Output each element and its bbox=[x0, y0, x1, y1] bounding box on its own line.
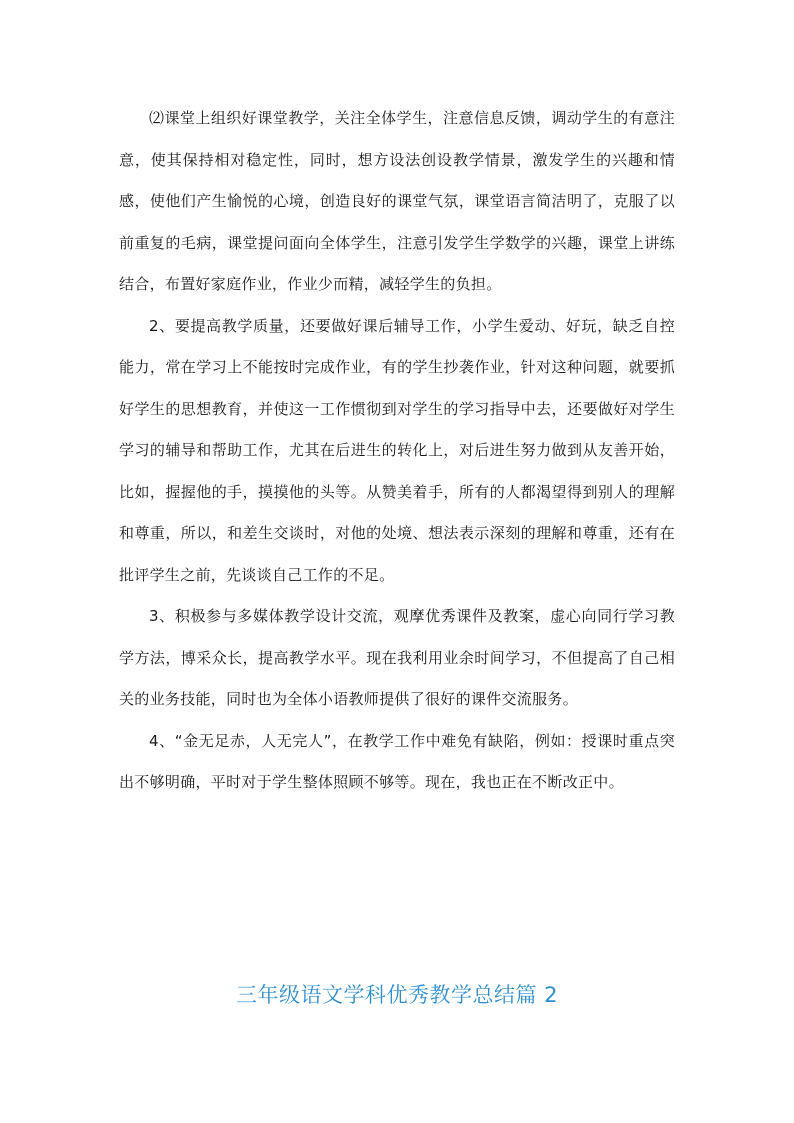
paragraph-multimedia-exchange: 3、积极参与多媒体教学设计交流，观摩优秀课件及教案，虚心向同行学习教学方法，博采众长，提高教学水平。现在我利用业余时间学习，不但提高了自己相关的业务技能，同时也为全体小语教师提供了很好的课件交流服务。 bbox=[119, 607, 675, 708]
section-heading: 三年级语文学科优秀教学总结篇 2 bbox=[235, 983, 559, 1007]
paragraph-shortcomings: 4、“金无足赤，人无完人”，在教学工作中难免有缺陷，例如：授课时重点突出不够明确，平时对于学生整体照顾不够等。现在，我也正在不断改正中。 bbox=[119, 731, 675, 791]
document-body bbox=[119, 98, 675, 804]
paragraph-after-class-tutoring: 2、要提高教学质量，还要做好课后辅导工作，小学生爱动、好玩，缺乏自控能力，常在学习上不能按时完成作业，有的学生抄袭作业，针对这种问题，就要抓好学生的思想教育，并使这一工作惯彻到对学生的学习指导中去，还要做好对学生学习的辅导和帮助工作，尤其在后进生的转化上，对后进生努力做到从友善开始，比如，握握他的手，摸摸他的头等。从赞美着手，所有的人都渴望得到别人的理解和尊重，所以，和差生交谈时，对他的处境、想法表示深刻的理解和尊重，还有在批评学生之前，先谈谈自己工作的不足。 bbox=[119, 316, 675, 584]
paragraph-classroom-teaching: ⑵课堂上组织好课堂教学，关注全体学生，注意信息反馈，调动学生的有意注意，使其保持相对稳定性，同时，想方设法创设教学情景，激发学生的兴趣和情感，使他们产生愉悦的心境，创造良好的课堂气氛，课堂语言简洁明了，克服了以前重复的毛病，课堂提问面向全体学生，注意引发学生学数学的兴趣，课堂上讲练结合，布置好家庭作业，作业少而精，减轻学生的负担。 bbox=[119, 109, 675, 293]
